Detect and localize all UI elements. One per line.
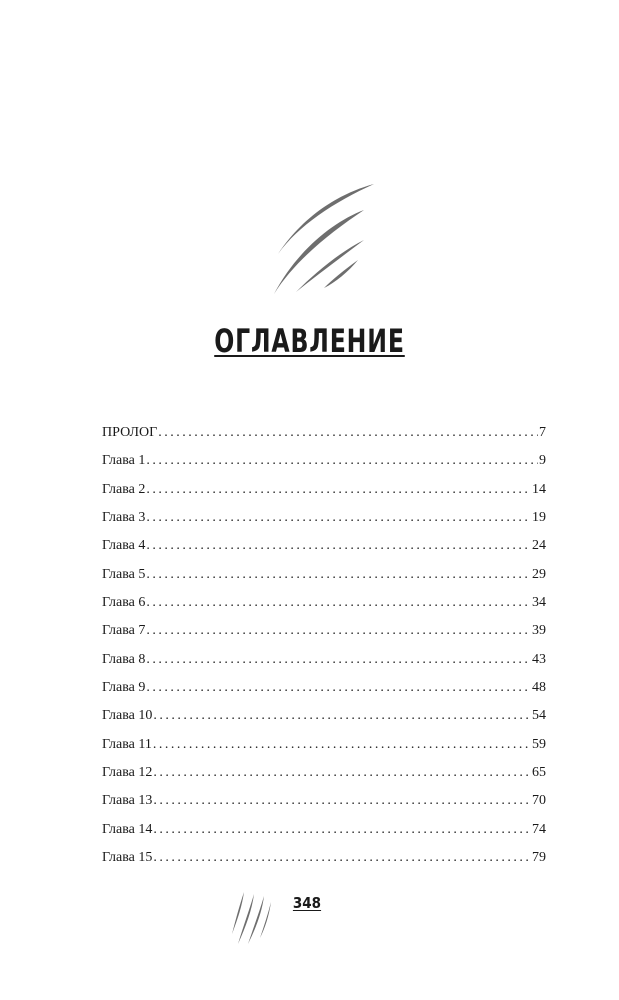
toc-leader-dots [146,510,531,526]
toc-entry [102,850,546,878]
toc-entry-page: 14 [532,481,546,497]
toc-entry [102,623,546,651]
toc-entry [102,765,546,793]
toc-leader-dots [158,425,538,441]
toc-entry [102,538,546,566]
toc-entry [102,737,546,765]
toc-entry [102,708,546,736]
page-number: 348 [292,894,322,912]
toc-entry [102,793,546,821]
toc-entry-label: Глава 15 [102,849,153,865]
toc-entry [102,453,546,481]
toc-entry-label: Глава 6 [102,594,146,610]
toc-entry [102,567,546,595]
toc-entry-page: 65 [532,764,546,780]
toc-entry-label: Глава 4 [102,538,146,554]
toc-entry [102,510,546,538]
toc-list [102,425,546,878]
toc-entry-label: Глава 14 [102,821,153,837]
toc-entry [102,482,546,510]
toc-entry [102,822,546,850]
toc-entry-page: 9 [539,453,546,469]
toc-leader-dots [146,595,531,611]
toc-leader-dots [146,567,531,583]
toc-entry-label: Глава 2 [102,481,146,497]
claw-scratch-icon [230,888,272,948]
toc-entry [102,595,546,623]
toc-leader-dots [153,765,531,781]
toc-entry-page: 70 [532,793,546,809]
toc-entry-label: Глава 10 [102,708,153,724]
toc-leader-dots [146,623,531,639]
toc-entry-page: 24 [532,538,546,554]
toc-leader-dots [146,482,531,498]
toc-entry-label: Глава 12 [102,764,153,780]
toc-entry [102,652,546,680]
toc-entry-page: 34 [532,594,546,610]
toc-leader-dots [146,538,531,554]
page-title: ОГЛАВЛЕНИЕ [214,322,405,360]
toc-entry-label: Глава 5 [102,566,146,582]
claw-scratch-icon [266,178,380,302]
toc-entry-page: 59 [532,736,546,752]
toc-entry-page: 43 [532,651,546,667]
toc-entry-label: Глава 3 [102,509,146,525]
toc-entry-page: 48 [532,679,546,695]
toc-entry-label: ПРОЛОГ [102,425,158,440]
toc-leader-dots [153,822,531,838]
toc-leader-dots [146,453,538,469]
toc-leader-dots [153,850,531,866]
toc-entry [102,680,546,708]
toc-entry-page: 7 [539,425,546,440]
toc-entry-page: 29 [532,566,546,582]
toc-leader-dots [146,680,531,696]
toc-entry-label: Глава 1 [102,453,146,469]
toc-entry-label: Глава 11 [102,736,152,752]
toc-leader-dots [153,708,531,724]
toc-leader-dots [153,793,531,809]
toc-entry [102,425,546,453]
toc-entry-page: 79 [532,849,546,865]
toc-entry-page: 54 [532,708,546,724]
toc-entry-page: 74 [532,821,546,837]
toc-entry-page: 19 [532,509,546,525]
toc-entry-page: 39 [532,623,546,639]
toc-entry-label: Глава 13 [102,793,153,809]
toc-entry-label: Глава 7 [102,623,146,639]
toc-leader-dots [153,737,531,753]
toc-leader-dots [146,652,531,668]
toc-entry-label: Глава 9 [102,679,146,695]
toc-entry-label: Глава 8 [102,651,146,667]
